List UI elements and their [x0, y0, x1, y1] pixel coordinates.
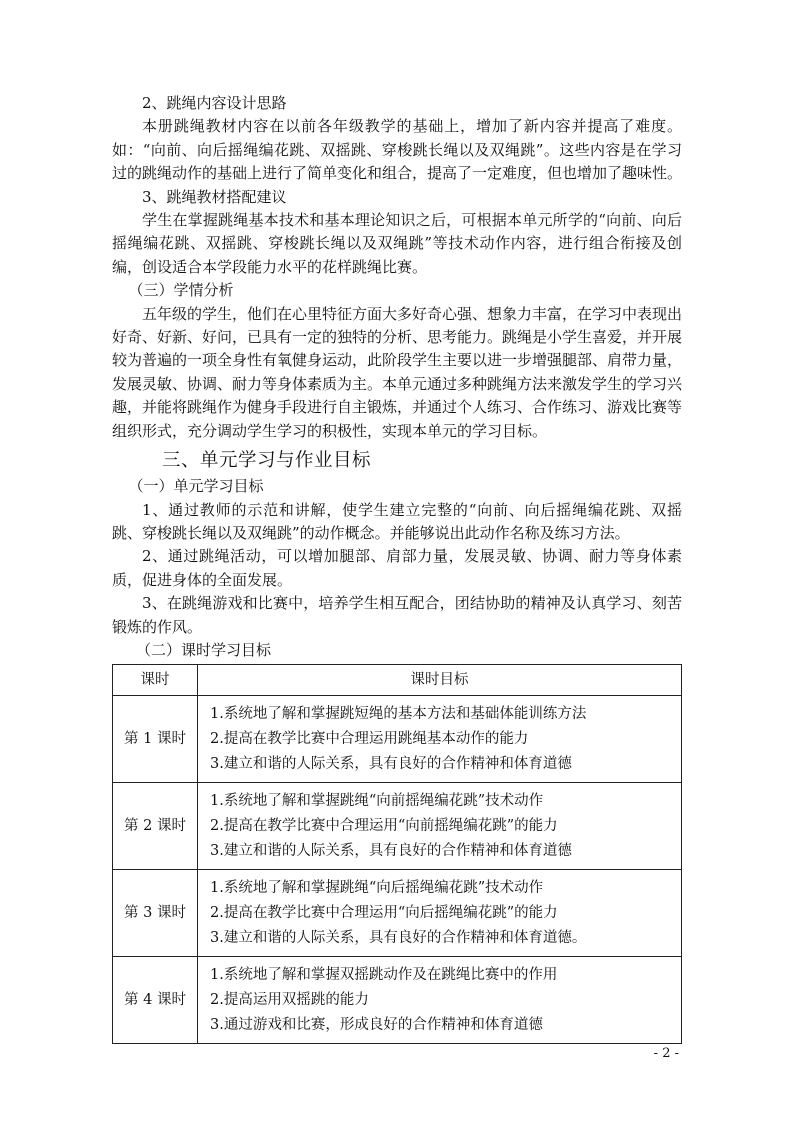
table-row: [113, 696, 682, 783]
document-body: [112, 92, 682, 1044]
goals-cell: [198, 870, 682, 957]
subheading-unit-goals: （一）单元学习目标: [128, 477, 264, 496]
subheading-lesson-goals: （二）课时学习目标: [136, 640, 272, 659]
goal-line: 1.系统地了解和掌握跳短绳的基本方法和基础体能训练方法: [210, 705, 587, 722]
goal-line: 3.建立和谐的人际关系，具有良好的合作精神和体育道德。: [210, 929, 587, 946]
goal-line: 1.系统地了解和掌握双摇跳动作及在跳绳比赛中的作用: [210, 966, 558, 983]
unit-goal-1: 1、通过教师的示范和讲解，使学生建立完整的“向前、向后摇绳编花跳、双摇跳、穿梭跳长绳以及双绳跳”的动作概念。并能够说出此动作名称及练习方法。: [112, 500, 682, 542]
lesson-cell: 第 1 课时: [113, 696, 198, 783]
goal-line: 3.通过游戏和比赛，形成良好的合作精神和体育道德: [210, 1016, 543, 1033]
goal-line: 2.提高在教学比赛中合理运用“向后摇绳编花跳”的能力: [210, 904, 558, 921]
lesson-cell: 第 4 课时: [113, 957, 198, 1044]
goals-cell: [198, 957, 682, 1044]
table-row: [113, 957, 682, 1044]
page-number: - 2 -: [653, 1046, 679, 1061]
paragraph-student-analysis: 五年级的学生，他们在心里特征方面大多好奇心强、想象力丰富，在学习中表现出好奇、好新、好问，已具有一定的独特的分析、思考能力。跳绳是小学生喜爱，并开展较为普遍的一项全身性有氧健身运动，此阶段学生主要以进一步增强腿部、肩带力量，发展灵敏、协调、耐力等身体素质为主。本单元通过多种跳绳方法来激发学生的学习兴趣，并能将跳绳作为健身手段进行自主锻炼，并通过个人练习、合作练习、游戏比赛等组织形式，充分调动学生学习的积极性，实现本单元的学习目标。: [112, 304, 683, 440]
lesson-cell: 第 2 课时: [113, 783, 198, 870]
goal-line: 3.建立和谐的人际关系，具有良好的合作精神和体育道德: [210, 755, 572, 772]
paragraph-pairing-suggestions: 学生在掌握跳绳基本技术和基本理论知识之后，可根据本单元所学的“向前、向后摇绳编花跳、双摇跳、穿梭跳长绳以及双绳跳”等技术动作内容，进行组合衔接及创编，创设适合本学段能力水平的花样跳绳比赛。: [112, 211, 682, 276]
lesson-goals-table: [112, 664, 682, 1044]
goals-cell: [198, 783, 682, 870]
goal-line: 1.系统地了解和掌握跳绳“向前摇绳编花跳”技术动作: [210, 792, 544, 809]
subheading-pairing-suggestions: 3、跳绳教材搭配建议: [142, 187, 287, 206]
table-row: [113, 783, 682, 870]
section-heading-goals: 三、单元学习与作业目标: [162, 450, 372, 472]
header-lesson: 课时: [113, 665, 198, 696]
goal-line: 2.提高运用双摇跳的能力: [210, 991, 369, 1008]
header-goals: 课时目标: [198, 665, 682, 696]
unit-goal-3: 3、在跳绳游戏和比赛中，培养学生相互配合，团结协助的精神及认真学习、刻苦锻炼的作风。: [112, 594, 682, 636]
goal-line: 2.提高在教学比赛中合理运用“向前摇绳编花跳”的能力: [210, 817, 558, 834]
goal-line: 3.建立和谐的人际关系，具有良好的合作精神和体育道德: [210, 842, 572, 859]
subheading-student-analysis: （三）学情分析: [128, 281, 234, 300]
goal-line: 1.系统地了解和掌握跳绳“向后摇绳编花跳”技术动作: [210, 879, 544, 896]
table-header-row: [113, 665, 682, 696]
table-row: [113, 870, 682, 957]
goals-cell: [198, 696, 682, 783]
lesson-cell: 第 3 课时: [113, 870, 198, 957]
paragraph-design-ideas: 本册跳绳教材内容在以前各年级教学的基础上，增加了新内容并提高了难度。如：“向前、向后摇绳编花跳、双摇跳、穿梭跳长绳以及双绳跳”。这些内容是在学习过的跳绳动作的基础上进行了简单变化和组合，提高了一定难度，但也增加了趣味性。: [112, 117, 683, 183]
subheading-design-ideas: 2、跳绳内容设计思路: [142, 94, 287, 112]
unit-goal-2: 2、通过跳绳活动，可以增加腿部、肩部力量，发展灵敏、协调、耐力等身体素质，促进身体的全面发展。: [112, 547, 682, 589]
goal-line: 2.提高在教学比赛中合理运用跳绳基本动作的能力: [210, 730, 529, 747]
